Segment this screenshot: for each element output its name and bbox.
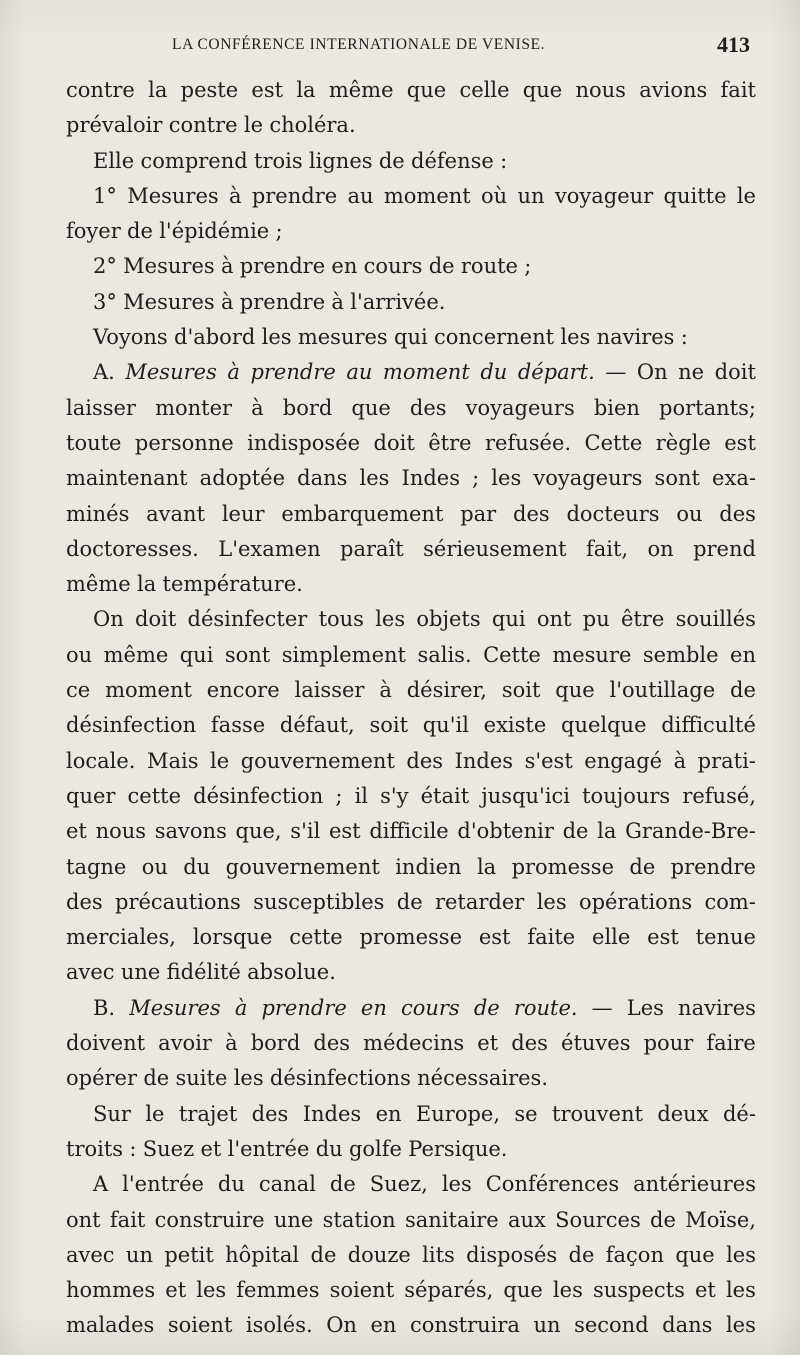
text-line: opérer de suite les désinfections nécessaires. bbox=[66, 1066, 549, 1091]
text-line: laisser monter à bord que des voyageurs bien portants; bbox=[66, 395, 756, 420]
text-line: Voyons d'abord les mesures qui concernent les navires : bbox=[93, 325, 688, 350]
text-line: contre la peste est la même que celle que nous avions fait bbox=[66, 78, 756, 102]
page-number: 413 bbox=[717, 32, 750, 57]
text-line: prévaloir contre le choléra. bbox=[66, 113, 356, 138]
text-line: désinfection fasse défaut, soit qu'il existe quelque difficulté bbox=[66, 713, 756, 738]
text-line: On doit désinfecter tous les objets qui ont pu être souillés bbox=[93, 607, 756, 632]
text-line: 1° Mesures à prendre au moment où un voyageur quitte le bbox=[93, 183, 756, 208]
text-line: tagne ou du gouvernement indien la promesse de prendre bbox=[66, 854, 756, 879]
text-line: doctoresses. L'examen paraît sérieusement fait, on prend bbox=[66, 536, 756, 561]
text-line: ou même qui sont simplement salis. Cette mesure semble en bbox=[66, 642, 756, 667]
text-line: B. Mesures à prendre en cours de route. — Les navires bbox=[93, 995, 756, 1020]
running-title: LA CONFÉRENCE INTERNATIONALE DE VENISE. bbox=[172, 36, 546, 53]
text-line: ont fait construire une station sanitaire aux Sources de Moïse, bbox=[66, 1207, 756, 1232]
text-line: hommes et les femmes soient séparés, que les suspects et les bbox=[66, 1278, 756, 1303]
text-line: des précautions susceptibles de retarder les opérations com- bbox=[66, 889, 756, 914]
running-head bbox=[172, 34, 750, 60]
text-line: même la température. bbox=[66, 572, 303, 597]
text-line: A l'entrée du canal de Suez, les Conférences antérieures bbox=[93, 1172, 756, 1197]
text-line: merciales, lorsque cette promesse est faite elle est tenue bbox=[66, 925, 756, 950]
text-line: maintenant adoptée dans les Indes ; les voyageurs sont exa- bbox=[66, 466, 756, 491]
text-line: avec une fidélité absolue. bbox=[66, 960, 336, 985]
text-line: avec un petit hôpital de douze lits disposés de façon que les bbox=[66, 1242, 756, 1267]
text-line: ce moment encore laisser à désirer, soit que l'outillage de bbox=[66, 678, 756, 703]
text-line: 2° Mesures à prendre en cours de route ; bbox=[93, 254, 532, 279]
text-line: 3° Mesures à prendre à l'arrivée. bbox=[93, 289, 446, 314]
text-line: doivent avoir à bord des médecins et des étuves pour faire bbox=[66, 1031, 756, 1056]
text-line: locale. Mais le gouvernement des Indes s'est engagé à prati- bbox=[66, 748, 756, 773]
text-line: Sur le trajet des Indes en Europe, se trouvent deux dé- bbox=[93, 1101, 756, 1126]
text-line: toute personne indisposée doit être refusée. Cette règle est bbox=[66, 430, 756, 455]
text-line: quer cette désinfection ; il s'y était jusqu'ici toujours refusé, bbox=[66, 783, 756, 808]
text-line: et nous savons que, s'il est difficile d'obtenir de la Grande-Bre- bbox=[66, 819, 756, 844]
text-line: foyer de l'épidémie ; bbox=[66, 219, 283, 244]
text-line: malades soient isolés. On en construira un second dans les bbox=[66, 1313, 756, 1338]
text-line: troits : Suez et l'entrée du golfe Persique. bbox=[66, 1136, 508, 1161]
text-line: Elle comprend trois lignes de défense : bbox=[93, 148, 508, 173]
text-line: minés avant leur embarquement par des docteurs ou des bbox=[66, 501, 756, 526]
body-text bbox=[66, 73, 756, 1344]
text-line: A. Mesures à prendre au moment du départ. — On ne doit bbox=[93, 360, 756, 385]
